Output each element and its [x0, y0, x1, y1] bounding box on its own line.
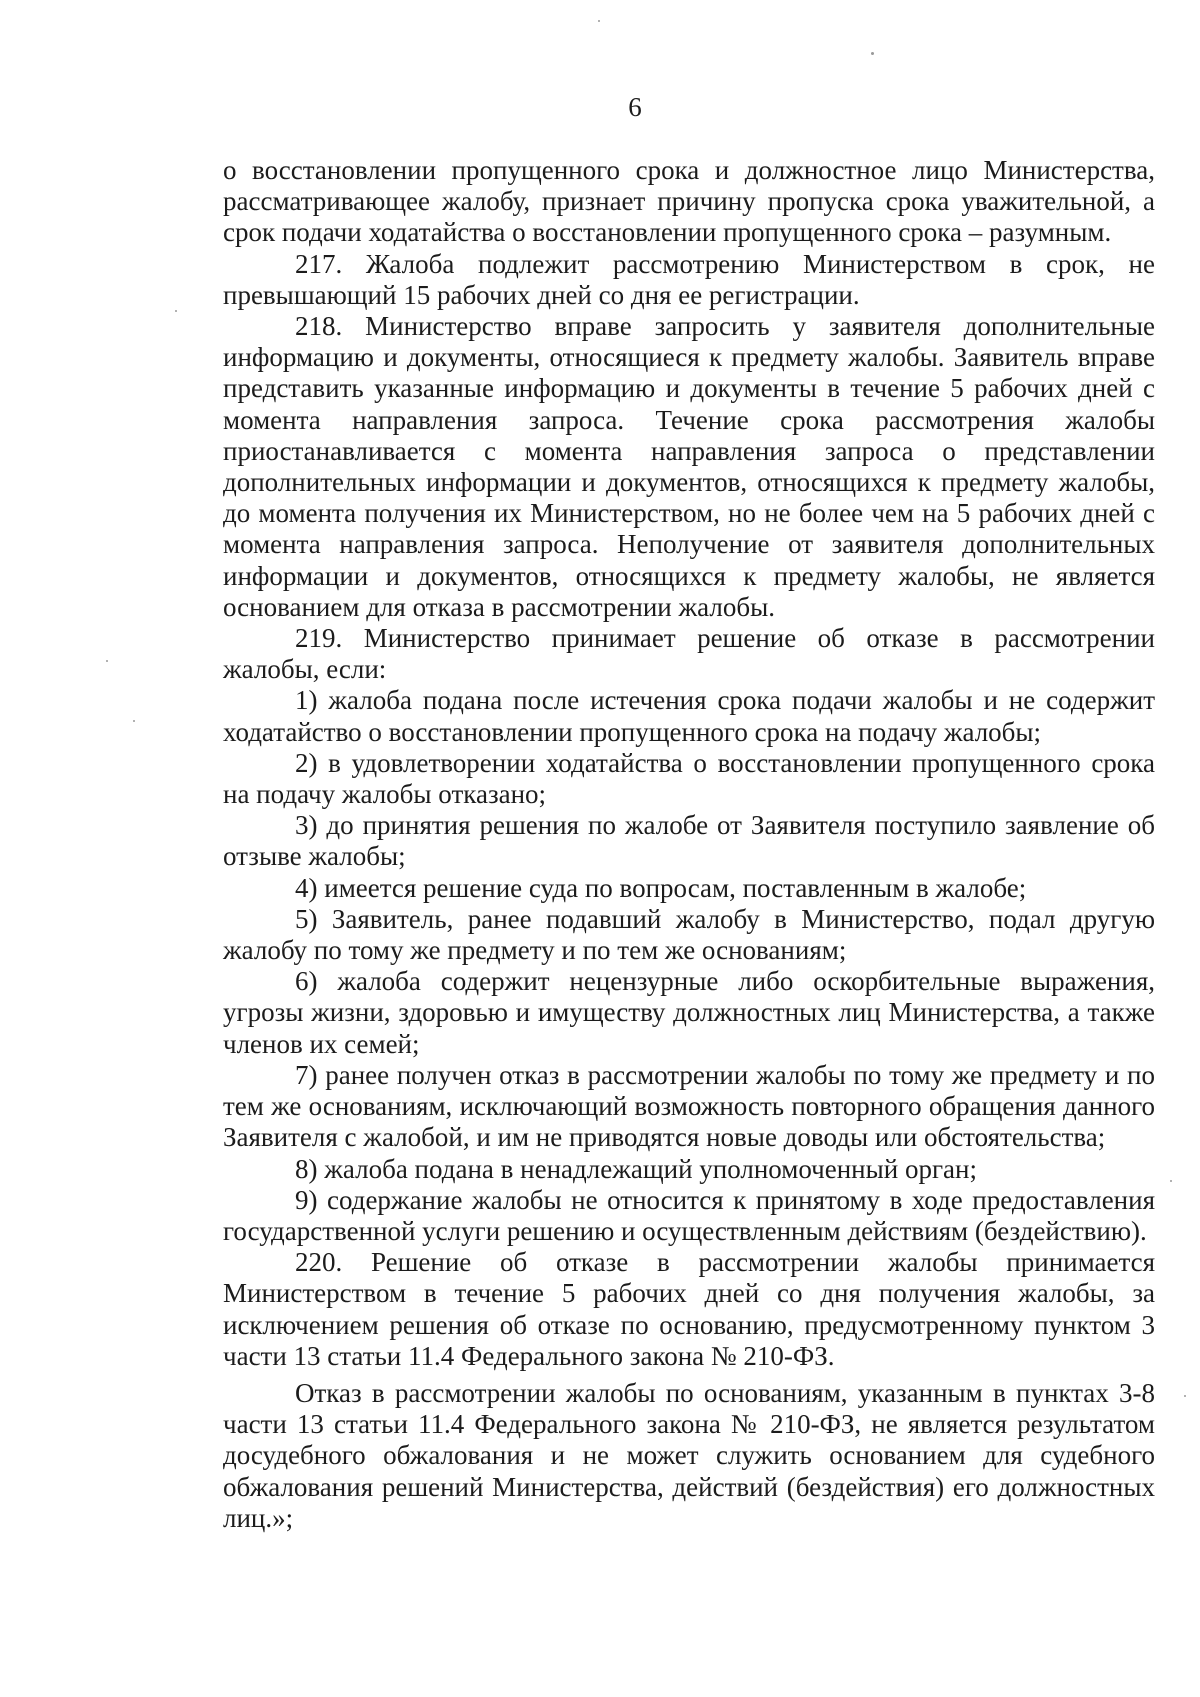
scan-speck: [1170, 1180, 1172, 1182]
scan-speck: [175, 310, 177, 312]
paragraph-217: 217. Жалоба подлежит рассмотрению Министерством в срок, не превышающий 15 рабочих дней со дня ее регистрации.: [223, 248, 1155, 310]
scan-speck: [133, 720, 135, 722]
list-item-4: 4) имеется решение суда по вопросам, поставленным в жалобе;: [295, 872, 1027, 903]
scan-speck: [106, 660, 108, 662]
list-item-8: 8) жалоба подана в ненадлежащий уполномоченный орган;: [295, 1153, 977, 1184]
list-item-5: 5) Заявитель, ранее подавший жалобу в Министерство, подал другую жалобу по тому же предмету и по тем же основаниям;: [223, 903, 1155, 966]
paragraph-220: 220. Решение об отказе в рассмотрении жалобы принимается Министерством в течение 5 рабочих дней со дня получения жалобы, за исключением решения об отказе по основанию, предусмотренному пунктом 3 части 13 статьи 11.4 Федерального закона № 210-ФЗ.: [223, 1247, 1155, 1371]
list-item-3: 3) до принятия решения по жалобе от Заявителя поступило заявление об отзыве жалобы;: [223, 810, 1155, 872]
scan-speck: [598, 20, 600, 22]
paragraph-refusal-note: Отказ в рассмотрении жалобы по основаниям, указанным в пунктах 3-8 части 13 статьи 11.4 Федерального закона № 210-ФЗ, не является результатом досудебного обжалования и не может служить основанием для судебного обжалования решений Министерства, действий (бездействия) его должностных лиц.»;: [223, 1377, 1155, 1533]
list-item-1: 1) жалоба подана после истечения срока подачи жалобы и не содержит ходатайство о восстановлении пропущенного срока на подачу жалобы;: [223, 685, 1155, 747]
list-item-9: 9) содержание жалобы не относится к принятому в ходе предоставления государственной услуги решению и осуществленным действиям (бездействию).: [223, 1184, 1155, 1246]
scan-speck: [1184, 1395, 1186, 1397]
document-body: [223, 155, 1155, 1534]
paragraph-219: 219. Министерство принимает решение об отказе в рассмотрении жалобы, если:: [223, 623, 1155, 685]
list-item-2: 2) в удовлетворении ходатайства о восстановлении пропущенного срока на подачу жалобы отказано;: [223, 747, 1155, 810]
paragraph-continuation: о восстановлении пропущенного срока и должностное лицо Министерства, рассматривающее жалобу, признает причину пропуска срока уважительной, а срок подачи ходатайства о восстановлении пропущенного срока – разумным.: [223, 155, 1155, 248]
paragraph-218: 218. Министерство вправе запросить у заявителя дополнительные информацию и документы, относящиеся к предмету жалобы. Заявитель вправе представить указанные информацию и документы в течение 5 рабочих дней с момента направления запроса. Течение срока рассмотрения жалобы приостанавливается с момента направления запроса о представлении дополнительных информации и документов, относящихся к предмету жалобы, до момента получения их Министерством, но не более чем на 5 рабочих дней с момента направления запроса. Неполучение от заявителя дополнительных информации и документов, относящихся к предмету жалобы, не является основанием для отказа в рассмотрении жалобы.: [223, 311, 1155, 622]
list-item-7: 7) ранее получен отказ в рассмотрении жалобы по тому же предмету и по тем же основаниям, исключающий возможность повторного обращения данного Заявителя с жалобой, и им не приводятся новые доводы или обстоятельства;: [223, 1059, 1155, 1153]
list-item-6: 6) жалоба содержит нецензурные либо оскорбительные выражения, угрозы жизни, здоровью и имуществу должностных лиц Министерства, а также членов их семей;: [223, 966, 1155, 1059]
scan-speck: [871, 52, 874, 55]
page-number: 6: [628, 92, 642, 122]
